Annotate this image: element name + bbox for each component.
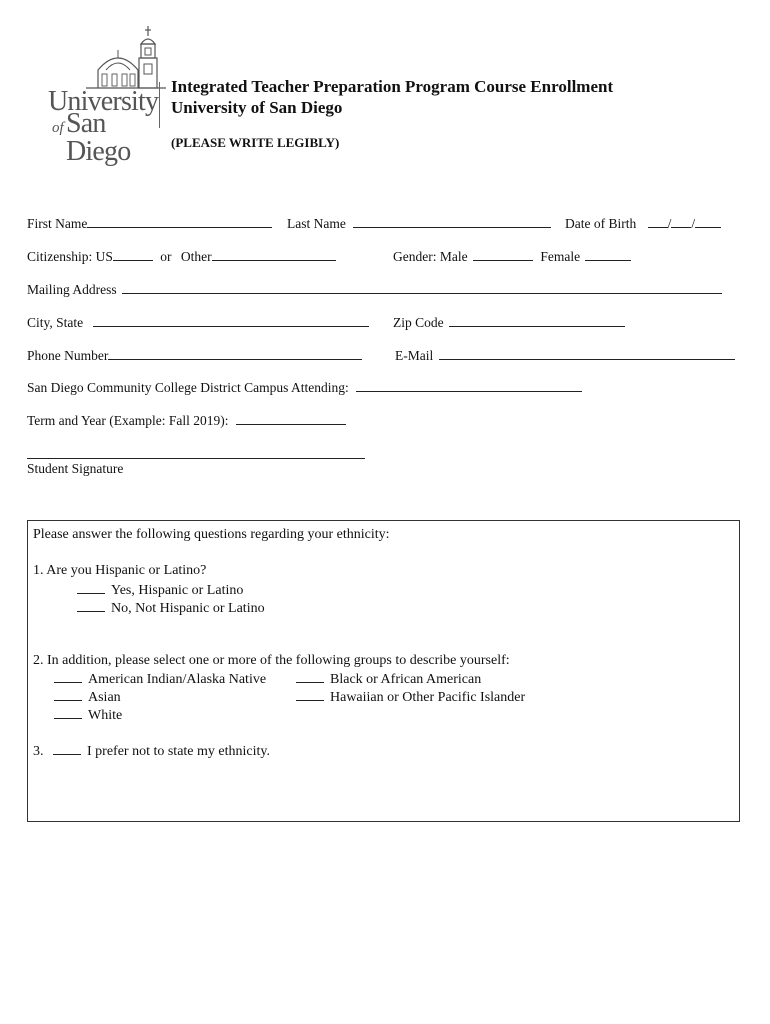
- mission-tower-icon: [86, 24, 166, 90]
- q1-no-label: No, Not Hispanic or Latino: [111, 601, 265, 616]
- q2-option-hawaiian: [296, 688, 525, 706]
- q3-number: 3.: [33, 744, 44, 759]
- q2-option-white: [54, 706, 122, 724]
- mailing-field[interactable]: [122, 281, 722, 294]
- question-1: 1. Are you Hispanic or Latino?: [33, 563, 207, 578]
- citizenship-label: Citizenship: US: [27, 249, 113, 264]
- q2-american-indian-blank[interactable]: [54, 670, 82, 683]
- dob-row: Date of Birth / /: [565, 215, 721, 232]
- q2-option-american-indian: [54, 670, 266, 688]
- email-label: E-Mail: [395, 348, 434, 363]
- phone-field[interactable]: [108, 347, 362, 360]
- logo-university: University: [48, 86, 159, 117]
- q2-asian-label: Asian: [88, 690, 121, 705]
- mailing-row: [27, 281, 722, 298]
- q1-yes-option: [77, 581, 243, 599]
- city-row: [27, 314, 369, 331]
- logo-of: of: [52, 120, 64, 136]
- campus-label: San Diego Community College District Campus Attending:: [27, 380, 349, 395]
- dob-day-field[interactable]: [671, 215, 691, 228]
- term-label: Term and Year (Example: Fall 2019):: [27, 413, 229, 428]
- term-field[interactable]: [236, 412, 346, 425]
- email-field[interactable]: [439, 347, 735, 360]
- first-name-row: [27, 215, 272, 232]
- citizenship-row: [27, 248, 336, 265]
- q2-hawaiian-blank[interactable]: [296, 688, 324, 701]
- question-3: [33, 742, 270, 760]
- q2-asian-blank[interactable]: [54, 688, 82, 701]
- gender-male-field[interactable]: [473, 248, 533, 261]
- dob-year-field[interactable]: [695, 215, 721, 228]
- q2-option-asian: [54, 688, 121, 706]
- phone-label: Phone Number: [27, 348, 109, 363]
- dob-month-field[interactable]: [648, 215, 668, 228]
- last-name-field[interactable]: [353, 215, 551, 228]
- other-label: Other: [180, 249, 212, 264]
- campus-field[interactable]: [356, 379, 582, 392]
- phone-row: [27, 347, 362, 364]
- q2-white-label: White: [88, 708, 123, 723]
- q1-yes-blank[interactable]: [77, 581, 105, 594]
- form-title: Integrated Teacher Preparation Program Course Enrollment: [171, 77, 614, 96]
- legibility-note: (PLEASE WRITE LEGIBLY): [171, 135, 340, 150]
- gender-male-label: Gender: Male: [393, 249, 468, 264]
- q2-white-blank[interactable]: [54, 706, 82, 719]
- q3-blank[interactable]: [53, 742, 81, 755]
- q1-no-blank[interactable]: [77, 599, 105, 612]
- q1-yes-label: Yes, Hispanic or Latino: [111, 583, 244, 598]
- usd-logo: [48, 24, 163, 167]
- mailing-label: Mailing Address: [27, 282, 117, 297]
- q2-option-black: [296, 670, 481, 688]
- ethnicity-intro: Please answer the following questions regarding your ethnicity:: [33, 527, 390, 542]
- email-row: [395, 347, 735, 364]
- form-subtitle: University of San Diego: [171, 98, 343, 117]
- q3-label: I prefer not to state my ethnicity.: [87, 744, 270, 759]
- gender-female-label: Female: [540, 249, 581, 264]
- citizenship-other-field[interactable]: [212, 248, 336, 261]
- last-name-row: [287, 215, 551, 232]
- q2-hawaiian-label: Hawaiian or Other Pacific Islander: [330, 690, 526, 705]
- term-row: [27, 412, 346, 429]
- campus-row: [27, 379, 582, 396]
- first-name-field[interactable]: [87, 215, 272, 228]
- q2-black-label: Black or African American: [330, 672, 482, 687]
- logo-san-diego: San Diego: [66, 108, 131, 167]
- or-label: or: [160, 249, 172, 264]
- signature-field[interactable]: [27, 446, 365, 459]
- question-2: 2. In addition, please select one or more of the following groups to describe yourself:: [33, 653, 510, 668]
- logo-divider: [159, 82, 160, 128]
- first-name-label: First Name: [27, 216, 88, 231]
- zip-label: Zip Code: [393, 315, 444, 330]
- signature-label: Student Signature: [27, 461, 124, 476]
- zip-row: [393, 314, 625, 331]
- gender-female-field[interactable]: [585, 248, 631, 261]
- zip-field[interactable]: [449, 314, 625, 327]
- gender-row: [393, 248, 631, 265]
- dob-label: Date of Birth: [565, 216, 637, 231]
- citizenship-us-field[interactable]: [113, 248, 153, 261]
- city-state-field[interactable]: [93, 314, 369, 327]
- q2-american-indian-label: American Indian/Alaska Native: [88, 672, 267, 687]
- last-name-label: Last Name: [287, 216, 346, 231]
- city-state-label: City, State: [27, 315, 84, 330]
- q2-black-blank[interactable]: [296, 670, 324, 683]
- q1-no-option: [77, 599, 265, 617]
